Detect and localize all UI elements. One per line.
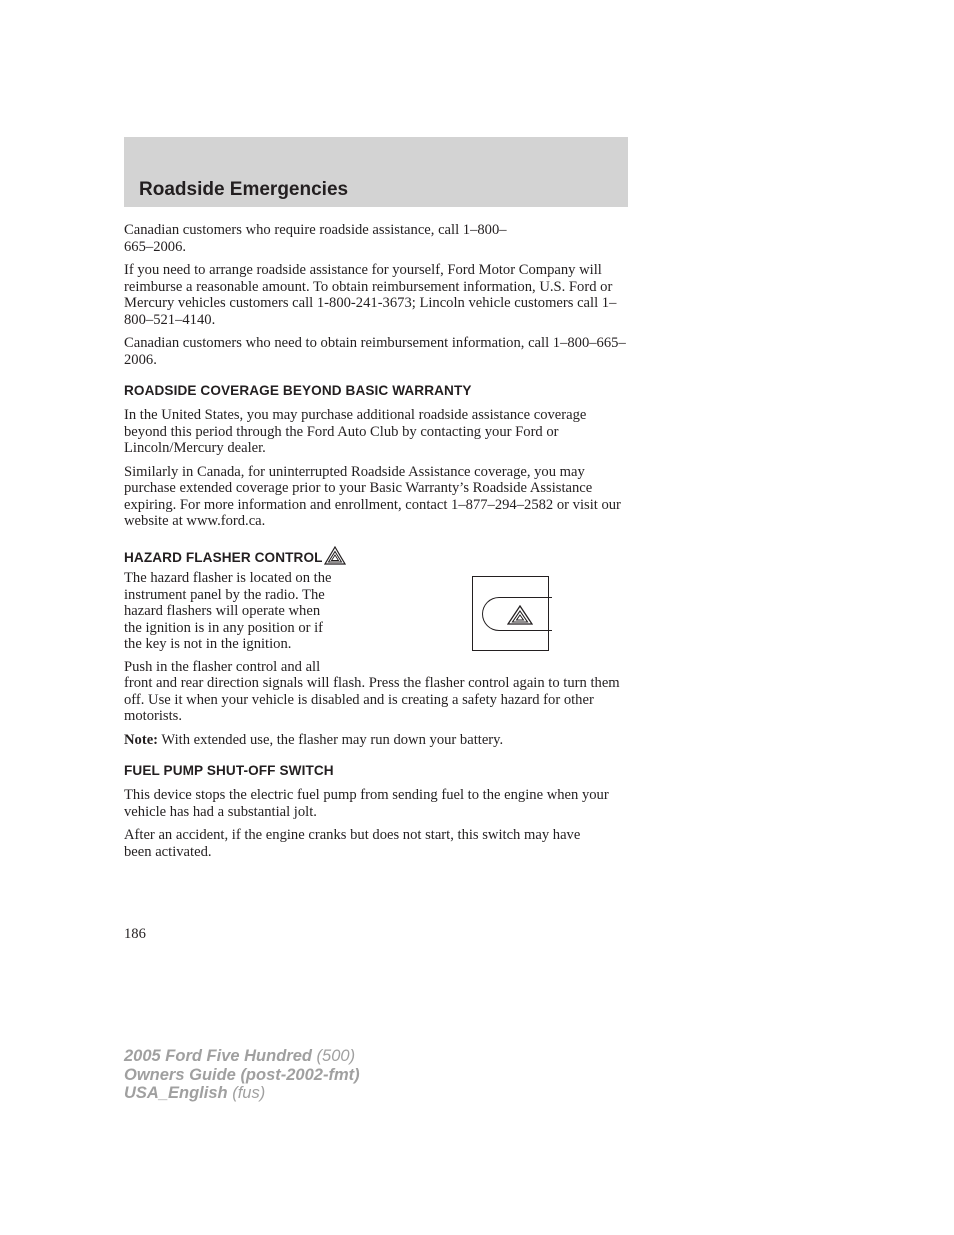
paragraph: This device stops the electric fuel pump from sending fuel to the engine when your vehicle has had a substantial jolt. xyxy=(124,787,609,820)
note-text: With extended use, the flasher may run down your battery. xyxy=(158,731,504,748)
note-label: Note: xyxy=(124,731,159,748)
footer-line: USA_English (fus) xyxy=(124,1084,266,1102)
document-footer xyxy=(124,1047,360,1103)
footer-line: Owners Guide (post-2002-fmt) xyxy=(124,1065,360,1084)
hazard-wrap-line: Push in the flasher control and all xyxy=(124,658,321,675)
hazard-button-illustration xyxy=(472,576,549,651)
paragraph: Canadian customers who require roadside assistance, call 1–800–665–2006. xyxy=(124,222,507,255)
hazard-triangle-icon xyxy=(507,605,533,625)
hazard-wrap-line: hazard flashers will operate when xyxy=(124,603,321,619)
paragraph: Similarly in Canada, for uninterrupted Roadside Assistance coverage, you may purchase extended coverage prior to your Basic Warranty’s Roadside Assistance expiring. For more information and enrollment, contact 1–877–294–2582 or visit our website at www.ford.ca. xyxy=(124,463,621,529)
hazard-wrap-line: The hazard flasher is located on the xyxy=(124,570,332,586)
intro-text xyxy=(124,222,630,375)
paragraph: If you need to arrange roadside assistance for yourself, Ford Motor Company will reimburse a reasonable amount. To obtain reimbursement information, U.S. Ford or Mercury vehicles customers call 1-800-241-3673; Lincoln vehicle customers call 1–800–521–4140. xyxy=(124,262,617,328)
hazard-wrap-line: the ignition is in any position or if xyxy=(124,619,324,636)
paragraph: Canadian customers who need to obtain reimbursement information, call 1–800–665–2006. xyxy=(124,335,626,368)
hazard-wrap-line: the key is not in the ignition. xyxy=(124,636,292,652)
coverage-text xyxy=(124,407,630,537)
paragraph: In the United States, you may purchase additional roadside assistance coverage beyond this period through the Ford Auto Club by contacting your Ford or Lincoln/Mercury dealer. xyxy=(124,407,587,456)
hazard-heading xyxy=(124,546,346,568)
section-header xyxy=(124,137,628,207)
hazard-text xyxy=(124,570,630,755)
footer-line: 2005 Ford Five Hundred (500) xyxy=(124,1047,356,1065)
paragraph: After an accident, if the engine cranks but does not start, this switch may have been activated. xyxy=(124,827,581,860)
coverage-heading: ROADSIDE COVERAGE BEYOND BASIC WARRANTY xyxy=(124,383,472,398)
fuel-text xyxy=(124,787,630,867)
section-title: Roadside Emergencies xyxy=(139,179,349,200)
page-number: 186 xyxy=(124,926,146,942)
fuel-heading: FUEL PUMP SHUT-OFF SWITCH xyxy=(124,763,334,778)
warning-triangle-icon xyxy=(324,546,346,568)
hazard-wrap-line: instrument panel by the radio. The xyxy=(124,586,325,603)
paragraph: front and rear direction signals will flash. Press the flasher control again to turn them off. Use it when your vehicle is disabled and is creating a safety hazard for other motorists. xyxy=(124,675,620,724)
note xyxy=(124,732,630,749)
hazard-heading-text: HAZARD FLASHER CONTROL xyxy=(124,550,323,565)
